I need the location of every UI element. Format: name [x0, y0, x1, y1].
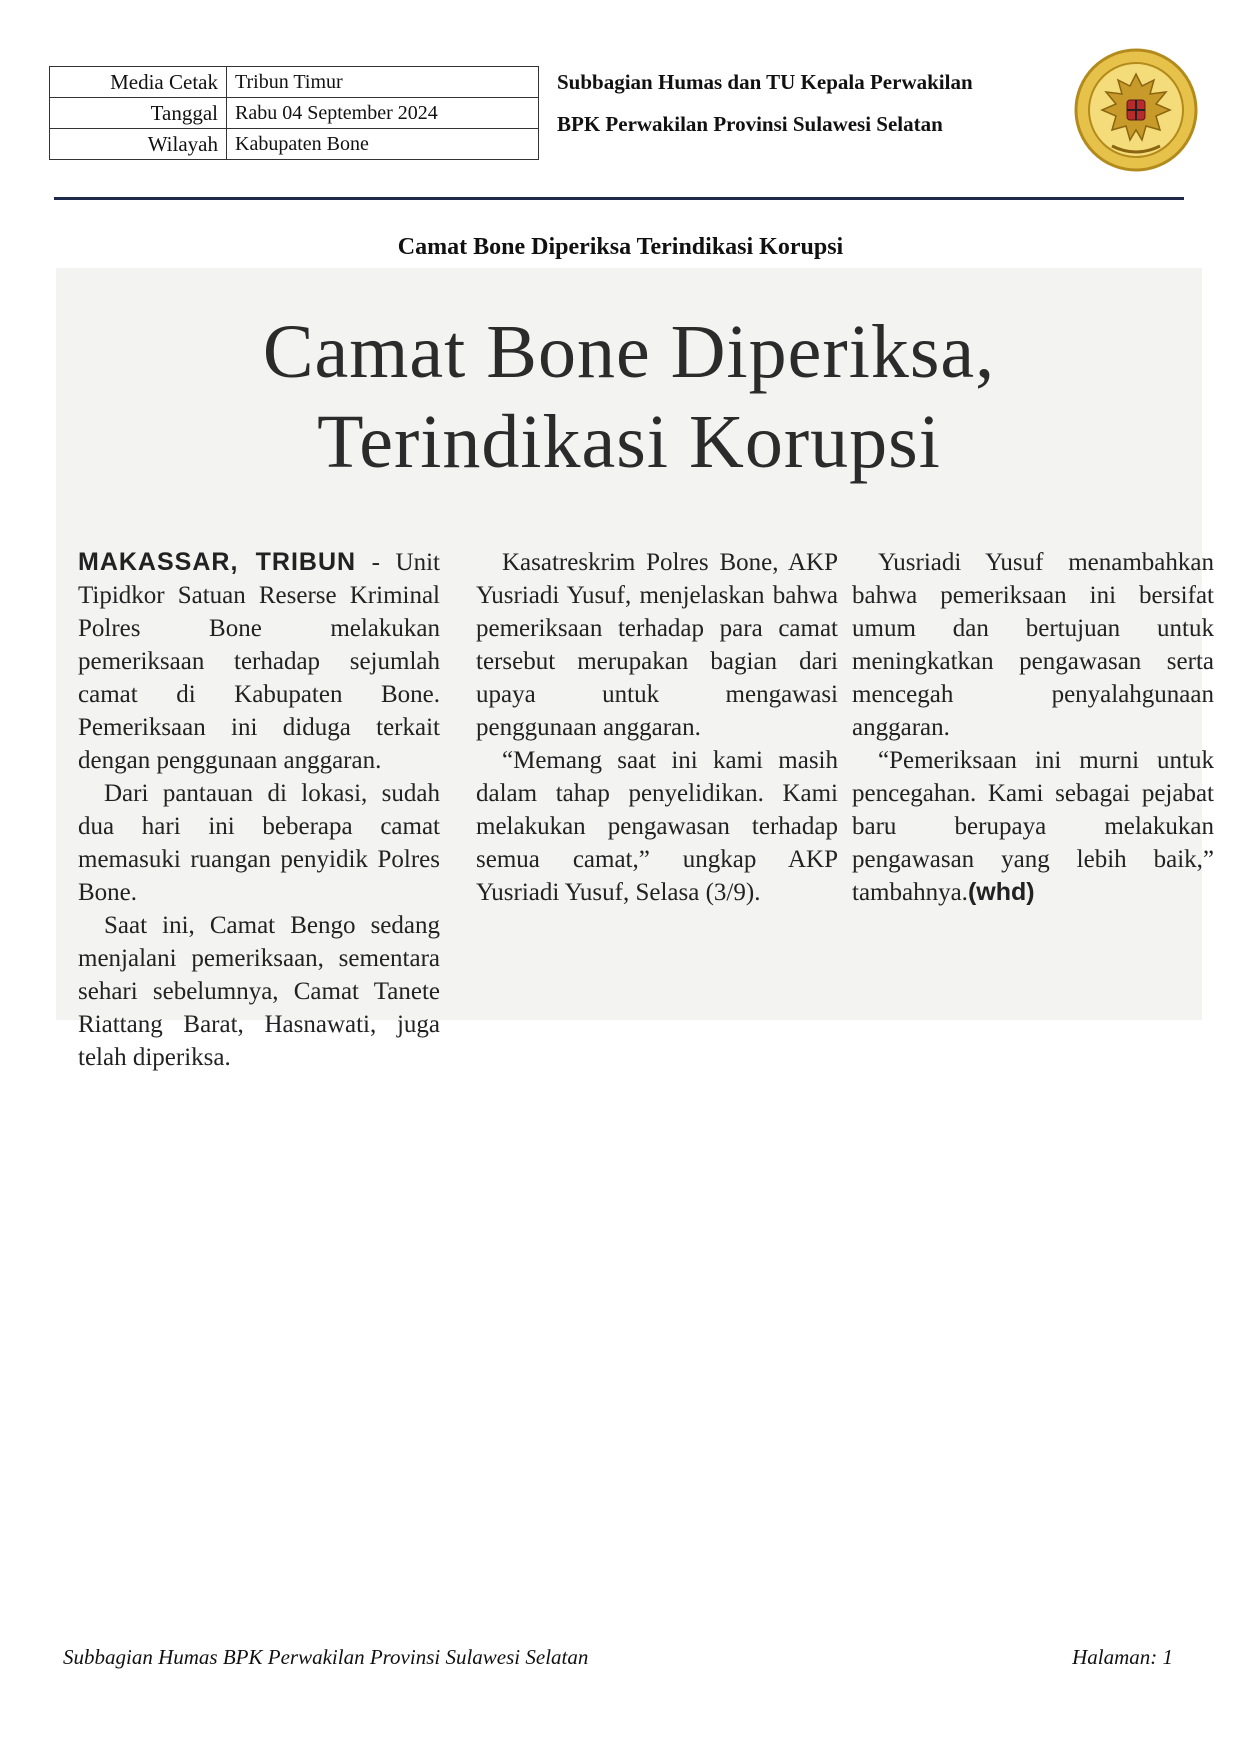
date-value: Rabu 04 September 2024: [227, 98, 539, 129]
article-column-2: [476, 546, 838, 909]
table-row: [50, 129, 539, 160]
article-paragraph: [78, 546, 440, 777]
document-title: Camat Bone Diperiksa Terindikasi Korupsi: [397, 234, 844, 260]
article-paragraph: Kasatreskrim Polres Bone, AKP Yusriadi Yusuf, menjelaskan bahwa pemeriksaan terhadap para camat tersebut merupakan bagian dari upaya untuk mengawasi penggunaan anggaran.: [476, 549, 838, 741]
clipping-headline-line2: Terindikasi Korupsi: [317, 400, 941, 484]
article-column-3: [852, 546, 1214, 909]
clipping-headline-line1: Camat Bone Diperiksa,: [262, 310, 996, 394]
media-value: Tribun Timur: [227, 67, 539, 98]
article-paragraph: Saat ini, Camat Bengo sedang menjalani pemeriksaan, sementara sehari sebelumnya, Camat Tanete Riattang Barat, Hasnawati, juga telah diperiksa.: [78, 912, 440, 1071]
article-paragraph: Yusriadi Yusuf menambahkan bahwa pemeriksaan ini bersifat umum dan bertujuan untuk meningkatkan pengawasan serta mencegah penyalahgunaan anggaran.: [852, 549, 1214, 741]
newspaper-clipping: [56, 268, 1214, 1071]
org-name-line2: BPK Perwakilan Provinsi Sulawesi Selatan: [557, 112, 943, 136]
author-code: (whd): [967, 878, 1035, 906]
dateline: MAKASSAR, TRIBUN: [78, 548, 357, 576]
article-paragraph: “Memang saat ini kami masih dalam tahap penyelidikan. Kami melakukan pengawasan terhadap semua camat,” ungkap AKP Yusriadi Yusuf, Selasa (3/9).: [476, 747, 838, 906]
paragraph-text: “Pemeriksaan ini murni untuk pencegahan. Kami sebagai pejabat baru berupaya melakukan pengawasan yang lebih baik,” tambahnya.: [852, 747, 1214, 906]
footer-org: Subbagian Humas BPK Perwakilan Provinsi Sulawesi Selatan: [63, 1645, 589, 1669]
article-paragraph: [852, 744, 1214, 909]
date-label: Tanggal: [50, 98, 227, 129]
table-row: [50, 98, 539, 129]
header-divider: [54, 197, 1184, 200]
region-label: Wilayah: [50, 129, 227, 160]
garuda-emblem-icon: [1072, 46, 1200, 174]
article-column-1: [78, 546, 440, 1074]
page-number: Halaman: 1: [1072, 1645, 1173, 1669]
media-label: Media Cetak: [50, 67, 227, 98]
org-name-line1: Subbagian Humas dan TU Kepala Perwakilan: [557, 70, 973, 94]
media-info-table: [49, 66, 539, 160]
article-paragraph: Dari pantauan di lokasi, sudah dua hari ini beberapa camat memasuki ruangan penyidik Polres Bone.: [78, 780, 440, 906]
region-value: Kabupaten Bone: [227, 129, 539, 160]
paragraph-text: - Unit Tipidkor Satuan Reserse Kriminal Polres Bone melakukan pemeriksaan terhadap sejumlah camat di Kabupaten Bone. Pemeriksaan ini diduga terkait dengan penggunaan anggaran.: [78, 549, 440, 774]
table-row: [50, 67, 539, 98]
